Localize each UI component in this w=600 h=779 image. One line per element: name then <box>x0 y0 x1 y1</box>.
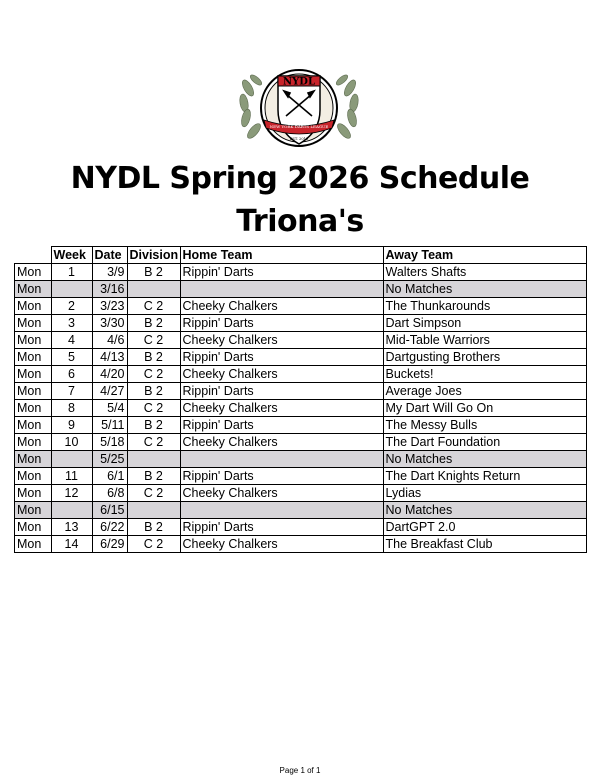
cell-day: Mon <box>15 281 52 298</box>
cell-week <box>51 451 92 468</box>
page-title: NYDL Spring 2026 Schedule <box>70 161 530 196</box>
cell-home-team: Rippin' Darts <box>180 417 383 434</box>
cell-division: C 2 <box>127 298 180 315</box>
cell-division: B 2 <box>127 383 180 400</box>
cell-week: 11 <box>51 468 92 485</box>
cell-division: B 2 <box>127 519 180 536</box>
cell-home-team: Rippin' Darts <box>180 264 383 281</box>
cell-week: 10 <box>51 434 92 451</box>
table-row <box>15 485 587 502</box>
cell-day: Mon <box>15 400 52 417</box>
cell-day: Mon <box>15 298 52 315</box>
table-header-row <box>15 247 587 264</box>
cell-division: B 2 <box>127 264 180 281</box>
cell-week <box>51 281 92 298</box>
cell-day: Mon <box>15 332 52 349</box>
cell-home-team: Cheeky Chalkers <box>180 434 383 451</box>
table-row <box>15 366 587 383</box>
cell-day: Mon <box>15 536 52 553</box>
cell-day: Mon <box>15 383 52 400</box>
cell-week: 13 <box>51 519 92 536</box>
cell-week: 6 <box>51 366 92 383</box>
cell-away-team: DartGPT 2.0 <box>383 519 586 536</box>
cell-week: 1 <box>51 264 92 281</box>
cell-day: Mon <box>15 349 52 366</box>
cell-division: C 2 <box>127 332 180 349</box>
cell-home-team: Cheeky Chalkers <box>180 332 383 349</box>
venue-title: Triona's <box>236 204 364 239</box>
table-row <box>15 536 587 553</box>
cell-day: Mon <box>15 264 52 281</box>
logo-ring-text: NEW YORK DARTS LEAGUE <box>269 124 329 129</box>
cell-division: C 2 <box>127 485 180 502</box>
cell-home-team: Cheeky Chalkers <box>180 536 383 553</box>
table-row <box>15 349 587 366</box>
table-row <box>15 332 587 349</box>
cell-week: 2 <box>51 298 92 315</box>
cell-date: 5/4 <box>92 400 127 417</box>
cell-away-team: The Dart Foundation <box>383 434 586 451</box>
cell-day: Mon <box>15 468 52 485</box>
cell-home-team: Rippin' Darts <box>180 383 383 400</box>
cell-date: 4/13 <box>92 349 127 366</box>
cell-home-team: Cheeky Chalkers <box>180 485 383 502</box>
header-away-team: Away Team <box>383 247 586 264</box>
cell-away-team: No Matches <box>383 502 586 519</box>
header-date: Date <box>92 247 127 264</box>
cell-division: B 2 <box>127 349 180 366</box>
cell-away-team: Dart Simpson <box>383 315 586 332</box>
cell-date: 6/29 <box>92 536 127 553</box>
cell-home-team: Rippin' Darts <box>180 315 383 332</box>
cell-date: 4/6 <box>92 332 127 349</box>
cell-home-team <box>180 451 383 468</box>
cell-day: Mon <box>15 417 52 434</box>
cell-week <box>51 502 92 519</box>
cell-day: Mon <box>15 485 52 502</box>
cell-home-team <box>180 281 383 298</box>
cell-division <box>127 451 180 468</box>
table-row <box>15 315 587 332</box>
cell-date: 3/9 <box>92 264 127 281</box>
table-row <box>15 383 587 400</box>
cell-day: Mon <box>15 366 52 383</box>
cell-away-team: Average Joes <box>383 383 586 400</box>
schedule-table <box>14 246 587 553</box>
cell-week: 3 <box>51 315 92 332</box>
nydl-logo <box>234 58 364 158</box>
table-row <box>15 417 587 434</box>
cell-division: B 2 <box>127 417 180 434</box>
table-row <box>15 400 587 417</box>
cell-date: 5/25 <box>92 451 127 468</box>
cell-date: 6/8 <box>92 485 127 502</box>
table-row <box>15 519 587 536</box>
table-row <box>15 502 587 519</box>
header-day <box>15 247 52 264</box>
cell-away-team: Mid-Table Warriors <box>383 332 586 349</box>
cell-date: 6/1 <box>92 468 127 485</box>
table-row <box>15 451 587 468</box>
cell-away-team: Dartgusting Brothers <box>383 349 586 366</box>
cell-away-team: Walters Shafts <box>383 264 586 281</box>
cell-week: 14 <box>51 536 92 553</box>
cell-date: 4/20 <box>92 366 127 383</box>
cell-division: B 2 <box>127 468 180 485</box>
cell-away-team: The Breakfast Club <box>383 536 586 553</box>
cell-division <box>127 281 180 298</box>
cell-day: Mon <box>15 315 52 332</box>
cell-division: B 2 <box>127 315 180 332</box>
cell-week: 5 <box>51 349 92 366</box>
header-week: Week <box>51 247 92 264</box>
cell-week: 4 <box>51 332 92 349</box>
cell-date: 3/23 <box>92 298 127 315</box>
cell-away-team: No Matches <box>383 451 586 468</box>
cell-away-team: No Matches <box>383 281 586 298</box>
header-home-team: Home Team <box>180 247 383 264</box>
cell-date: 6/15 <box>92 502 127 519</box>
cell-date: 5/18 <box>92 434 127 451</box>
cell-away-team: The Dart Knights Return <box>383 468 586 485</box>
cell-date: 4/27 <box>92 383 127 400</box>
cell-away-team: Buckets! <box>383 366 586 383</box>
table-row <box>15 298 587 315</box>
logo-nydl-text: NYDL <box>283 76 315 88</box>
cell-division <box>127 502 180 519</box>
cell-date: 6/22 <box>92 519 127 536</box>
header-division: Division <box>127 247 180 264</box>
cell-date: 3/30 <box>92 315 127 332</box>
laurel-right-icon <box>335 73 360 140</box>
cell-away-team: The Messy Bulls <box>383 417 586 434</box>
cell-week: 9 <box>51 417 92 434</box>
cell-day: Mon <box>15 519 52 536</box>
cell-away-team: The Thunkarounds <box>383 298 586 315</box>
cell-day: Mon <box>15 451 52 468</box>
table-row <box>15 468 587 485</box>
page-footer: Page 1 of 1 <box>279 766 321 775</box>
table-row <box>15 281 587 298</box>
cell-home-team: Rippin' Darts <box>180 349 383 366</box>
cell-home-team: Rippin' Darts <box>180 468 383 485</box>
cell-away-team: My Dart Will Go On <box>383 400 586 417</box>
cell-date: 3/16 <box>92 281 127 298</box>
cell-division: C 2 <box>127 366 180 383</box>
cell-day: Mon <box>15 434 52 451</box>
cell-date: 5/11 <box>92 417 127 434</box>
cell-home-team: Cheeky Chalkers <box>180 400 383 417</box>
cell-week: 8 <box>51 400 92 417</box>
cell-home-team: Rippin' Darts <box>180 519 383 536</box>
logo-est-text: EST. 2015 <box>289 137 309 141</box>
table-row <box>15 264 587 281</box>
cell-division: C 2 <box>127 434 180 451</box>
cell-division: C 2 <box>127 400 180 417</box>
table-row <box>15 434 587 451</box>
cell-week: 7 <box>51 383 92 400</box>
cell-day: Mon <box>15 502 52 519</box>
laurel-left-icon <box>238 73 263 140</box>
cell-week: 12 <box>51 485 92 502</box>
cell-home-team: Cheeky Chalkers <box>180 298 383 315</box>
cell-home-team: Cheeky Chalkers <box>180 366 383 383</box>
cell-away-team: Lydias <box>383 485 586 502</box>
cell-division: C 2 <box>127 536 180 553</box>
cell-home-team <box>180 502 383 519</box>
